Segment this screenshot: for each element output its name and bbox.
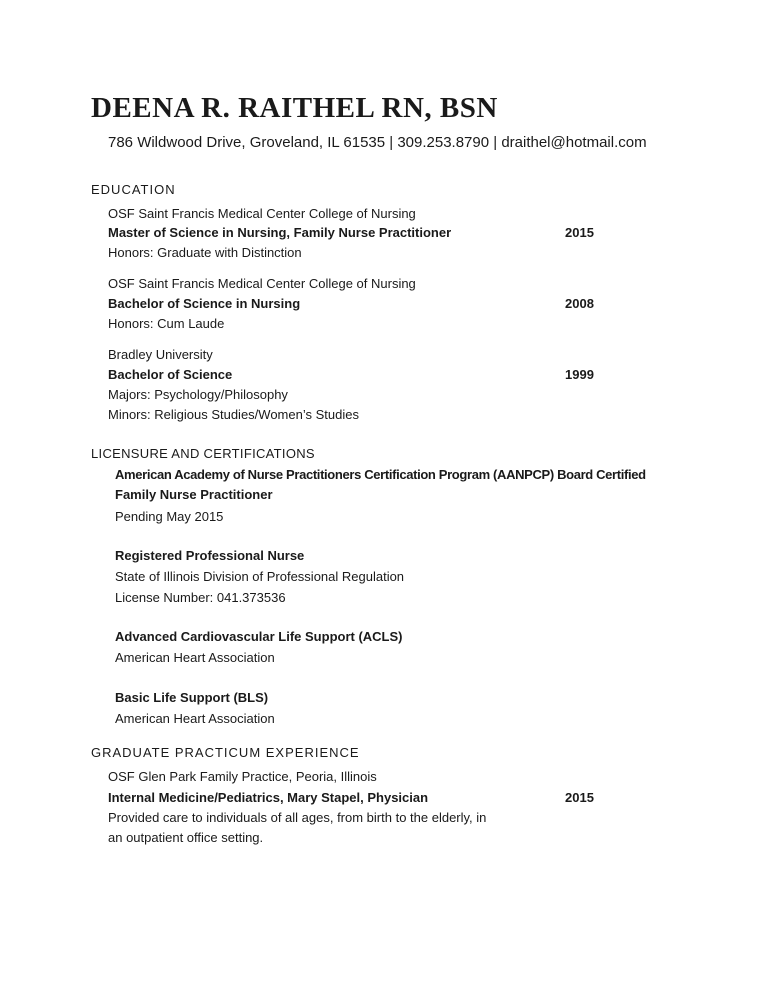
education-detail: Minors: Religious Studies/Women’s Studies: [108, 407, 359, 422]
certification-detail: Pending May 2015: [115, 509, 224, 524]
education-heading: EDUCATION: [91, 182, 176, 197]
licensure-heading: LICENSURE AND CERTIFICATIONS: [91, 446, 315, 461]
education-institution: OSF Saint Francis Medical Center College of Nursing: [108, 206, 416, 221]
practicum-role: Internal Medicine/Pediatrics, Mary Stapel, Physician: [108, 790, 429, 805]
practicum-description: an outpatient office setting.: [108, 830, 264, 845]
contact-info: 786 Wildwood Drive, Groveland, IL 61535 | 309.253.8790 | draithel@hotmail.com: [108, 134, 647, 151]
education-detail: Honors: Graduate with Distinction: [108, 245, 302, 260]
practicum-year: 2015: [565, 790, 594, 805]
education-institution: OSF Saint Francis Medical Center College of Nursing: [108, 276, 416, 291]
education-degree: Bachelor of Science in Nursing: [108, 296, 301, 311]
certification-title: Registered Professional Nurse: [115, 548, 305, 563]
education-degree: Bachelor of Science: [108, 367, 233, 382]
certification-title: Basic Life Support (BLS): [115, 690, 269, 705]
certification-detail: License Number: 041.373536: [115, 590, 286, 605]
certification-title: Family Nurse Practitioner: [115, 487, 273, 502]
practicum-description: Provided care to individuals of all ages, from birth to the elderly, in: [108, 810, 487, 825]
practicum-site: OSF Glen Park Family Practice, Peoria, Illinois: [108, 769, 377, 784]
education-year: 2008: [565, 296, 594, 311]
education-year: 2015: [565, 225, 594, 240]
education-detail: Majors: Psychology/Philosophy: [108, 387, 288, 402]
education-institution: Bradley University: [108, 347, 213, 362]
certification-detail: State of Illinois Division of Professional Regulation: [115, 569, 405, 584]
education-year: 1999: [565, 367, 594, 382]
resume-name: DEENA R. RAITHEL RN, BSN: [91, 92, 498, 124]
education-detail: Honors: Cum Laude: [108, 316, 225, 331]
certification-title: American Academy of Nurse Practitioners Certification Program (AANPCP) Board Certified: [115, 467, 646, 482]
education-degree: Master of Science in Nursing, Family Nurse Practitioner: [108, 225, 452, 240]
certification-detail: American Heart Association: [115, 650, 275, 665]
certification-title: Advanced Cardiovascular Life Support (ACLS): [115, 629, 403, 644]
practicum-heading: GRADUATE PRACTICUM EXPERIENCE: [91, 745, 360, 760]
certification-detail: American Heart Association: [115, 711, 275, 726]
